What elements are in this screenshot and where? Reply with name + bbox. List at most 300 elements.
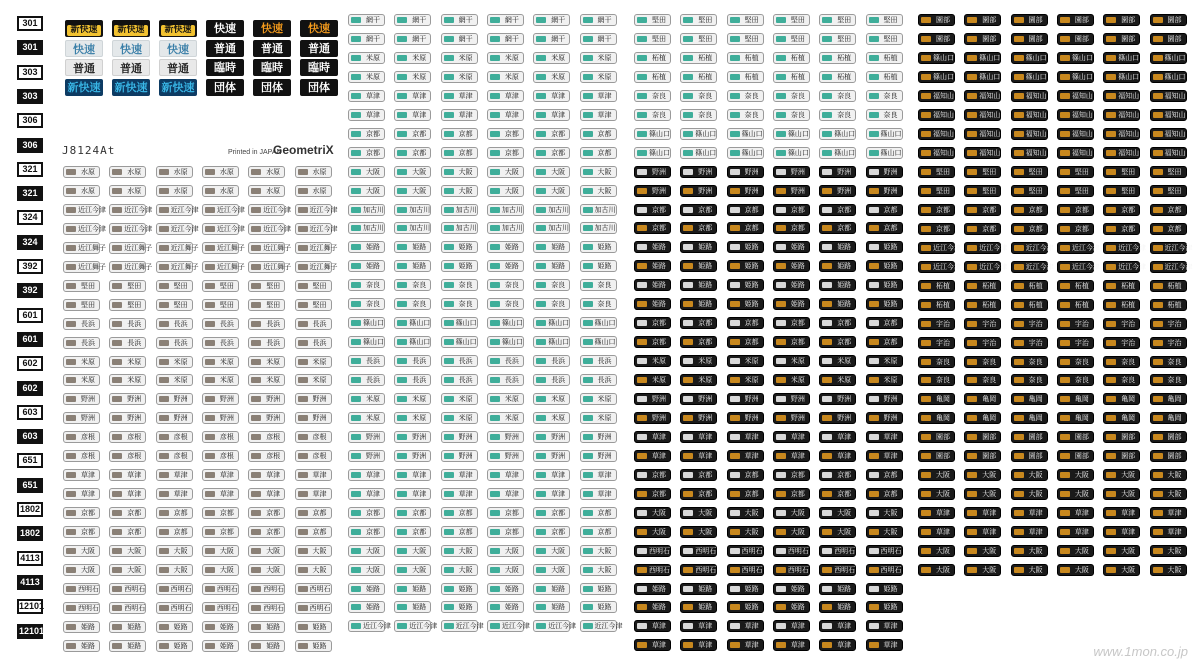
railway-logo-icon xyxy=(251,377,261,383)
destination-text: 大阪 xyxy=(936,471,950,480)
destination-plate xyxy=(248,583,285,595)
destination-plate xyxy=(773,450,810,462)
destination-plate xyxy=(819,90,856,102)
destination-text: 福知山 xyxy=(1118,110,1140,119)
railway-logo-icon xyxy=(251,283,261,289)
destination-text: 近江今津 xyxy=(78,205,106,214)
railway-logo-icon xyxy=(298,643,308,649)
railway-logo-icon xyxy=(351,207,361,213)
destination-plate xyxy=(680,128,717,140)
destination-plate xyxy=(1150,356,1187,368)
destination-plate xyxy=(680,241,717,253)
destination-plate xyxy=(63,166,100,178)
destination-text: 姫路 xyxy=(551,262,566,271)
railway-logo-icon xyxy=(730,74,740,80)
destination-text: 大阪 xyxy=(1167,547,1182,555)
railway-logo-icon xyxy=(397,55,407,61)
destination-plate xyxy=(1103,109,1140,121)
railway-logo-icon xyxy=(776,74,786,80)
railway-logo-icon xyxy=(298,434,308,440)
train-type-sign: 臨時 xyxy=(300,59,338,76)
railway-logo-icon xyxy=(251,340,261,346)
destination-plate xyxy=(1103,204,1140,216)
destination-plate xyxy=(394,298,431,310)
railway-logo-icon xyxy=(776,510,786,516)
destination-plate xyxy=(295,583,332,595)
railway-logo-icon xyxy=(730,529,740,535)
railway-logo-icon xyxy=(776,282,786,288)
railway-logo-icon xyxy=(822,434,832,440)
railway-logo-icon xyxy=(869,301,879,307)
railway-logo-icon xyxy=(205,453,215,459)
destination-plate xyxy=(487,355,524,367)
destination-text: 姫路 xyxy=(698,603,713,612)
destination-plate xyxy=(727,393,764,405)
destination-text: 水原 xyxy=(127,186,142,195)
destination-text: 大阪 xyxy=(81,547,95,555)
destination-text: 園部 xyxy=(1074,433,1089,442)
railway-logo-icon xyxy=(730,188,740,194)
railway-logo-icon xyxy=(921,472,931,478)
destination-plate xyxy=(1057,33,1094,45)
destination-plate xyxy=(819,450,856,462)
railway-logo-icon xyxy=(112,643,122,649)
destination-text: 篠山口 xyxy=(787,148,809,157)
destination-plate xyxy=(441,488,478,500)
railway-logo-icon xyxy=(1014,529,1024,535)
railway-logo-icon xyxy=(66,359,76,365)
railway-logo-icon xyxy=(1106,321,1116,327)
destination-plate xyxy=(156,488,193,500)
railway-logo-icon xyxy=(1014,283,1024,289)
railway-logo-icon xyxy=(205,188,215,194)
railway-logo-icon xyxy=(776,434,786,440)
railway-logo-icon xyxy=(397,150,407,156)
destination-text: 近江今津 xyxy=(124,224,153,233)
railway-logo-icon xyxy=(536,301,546,307)
railway-logo-icon xyxy=(1106,55,1116,61)
railway-logo-icon xyxy=(351,604,361,610)
destination-text: 園部 xyxy=(982,16,997,24)
destination-plate xyxy=(487,583,524,595)
car-number: 601 xyxy=(17,332,43,347)
destination-plate xyxy=(156,526,193,538)
destination-plate xyxy=(394,90,431,102)
destination-text: 野洲 xyxy=(698,395,713,403)
destination-text: 京都 xyxy=(698,470,713,479)
railway-logo-icon xyxy=(112,434,122,440)
railway-logo-icon xyxy=(869,567,879,573)
destination-plate xyxy=(580,620,623,632)
destination-plate xyxy=(964,469,1001,481)
railway-logo-icon xyxy=(490,604,500,610)
destination-text: 篠山口 xyxy=(1164,53,1186,62)
railway-logo-icon xyxy=(397,263,407,269)
railway-logo-icon xyxy=(921,434,931,440)
railway-logo-icon xyxy=(921,226,931,232)
destination-plate xyxy=(866,393,903,405)
destination-plate xyxy=(533,14,570,26)
railway-logo-icon xyxy=(637,17,647,23)
destination-plate xyxy=(1103,147,1140,159)
destination-plate xyxy=(156,393,193,405)
destination-text: 京都 xyxy=(744,338,759,347)
railway-logo-icon xyxy=(490,567,500,573)
destination-text: 野洲 xyxy=(597,451,612,460)
destination-plate xyxy=(580,412,617,424)
destination-plate xyxy=(819,204,856,216)
destination-text: 近江今津 xyxy=(455,622,484,631)
destination-text: 姫路 xyxy=(458,243,473,252)
railway-logo-icon xyxy=(1106,529,1116,535)
destination-plate xyxy=(773,71,810,83)
railway-logo-icon xyxy=(351,320,361,326)
destination-plate xyxy=(1103,337,1140,349)
railway-logo-icon xyxy=(637,358,647,364)
railway-logo-icon xyxy=(1153,150,1163,156)
car-number: 603 xyxy=(17,429,43,444)
railway-logo-icon xyxy=(730,586,740,592)
destination-plate xyxy=(1011,109,1048,121)
destination-text: 姫路 xyxy=(837,603,852,612)
destination-plate xyxy=(348,128,385,140)
destination-text: 京都 xyxy=(366,508,380,517)
destination-plate xyxy=(680,317,717,329)
destination-text: 園部 xyxy=(1028,16,1043,24)
destination-plate xyxy=(295,261,338,273)
destination-plate xyxy=(441,431,478,443)
destination-plate xyxy=(580,52,617,64)
destination-text: 長浜 xyxy=(504,357,519,366)
destination-plate xyxy=(348,109,385,121)
destination-plate xyxy=(295,621,332,633)
destination-text: 京都 xyxy=(597,508,612,517)
railway-logo-icon xyxy=(444,396,454,402)
destination-plate xyxy=(348,166,385,178)
destination-text: 米原 xyxy=(551,53,566,62)
destination-text: 米原 xyxy=(312,357,327,366)
railway-logo-icon xyxy=(730,225,740,231)
destination-text: 野洲 xyxy=(458,451,473,460)
destination-text: 京都 xyxy=(458,129,473,138)
railway-logo-icon xyxy=(637,434,647,440)
destination-plate xyxy=(580,128,617,140)
railway-logo-icon xyxy=(490,472,500,478)
railway-logo-icon xyxy=(251,567,261,573)
railway-logo-icon xyxy=(536,320,546,326)
railway-logo-icon xyxy=(869,548,879,554)
destination-plate xyxy=(109,374,146,386)
railway-logo-icon xyxy=(583,472,593,478)
railway-logo-icon xyxy=(1106,453,1116,459)
destination-text: 京都 xyxy=(790,489,805,498)
destination-text: 姫路 xyxy=(551,584,566,593)
destination-text: 長浜 xyxy=(219,338,234,347)
destination-text: 奈良 xyxy=(551,300,566,309)
destination-plate xyxy=(866,601,903,613)
railway-logo-icon xyxy=(1153,567,1163,573)
destination-plate xyxy=(1150,526,1187,538)
railway-logo-icon xyxy=(921,359,931,365)
destination-text: 長浜 xyxy=(219,319,234,328)
destination-text: 大阪 xyxy=(551,186,566,195)
destination-text: 姫路 xyxy=(744,262,759,271)
destination-plate xyxy=(248,621,285,633)
destination-text: 姫路 xyxy=(790,584,805,593)
railway-logo-icon xyxy=(967,377,977,383)
railway-logo-icon xyxy=(298,548,308,554)
destination-plate xyxy=(1103,318,1140,330)
railway-logo-icon xyxy=(536,225,546,231)
destination-plate xyxy=(918,109,955,121)
destination-plate xyxy=(634,317,671,329)
destination-text: 堅田 xyxy=(1121,186,1136,195)
railway-logo-icon xyxy=(683,472,693,478)
railway-logo-icon xyxy=(730,623,740,629)
destination-plate xyxy=(394,204,431,216)
destination-plate xyxy=(1103,393,1140,405)
railway-logo-icon xyxy=(298,605,308,611)
destination-plate xyxy=(866,336,903,348)
railway-logo-icon xyxy=(637,263,647,269)
destination-plate xyxy=(63,261,106,273)
destination-text: 京都 xyxy=(219,528,234,537)
railway-logo-icon xyxy=(776,358,786,364)
railway-logo-icon xyxy=(112,207,122,213)
destination-plate xyxy=(727,583,764,595)
destination-text: 園部 xyxy=(936,452,950,461)
railway-logo-icon xyxy=(869,17,879,23)
destination-text: 野洲 xyxy=(266,414,281,423)
railway-logo-icon xyxy=(159,548,169,554)
railway-logo-icon xyxy=(1106,415,1116,421)
railway-logo-icon xyxy=(1153,377,1163,383)
destination-text: 宇治 xyxy=(1028,319,1043,328)
destination-text: 西明石 xyxy=(170,584,192,593)
destination-text: 大阪 xyxy=(458,167,473,176)
destination-plate xyxy=(727,128,764,140)
railway-logo-icon xyxy=(583,320,593,326)
destination-plate xyxy=(819,109,856,121)
destination-plate xyxy=(580,564,617,576)
railway-logo-icon xyxy=(66,415,76,421)
destination-text: 園部 xyxy=(1167,433,1182,442)
destination-text: 彦根 xyxy=(127,452,142,461)
destination-text: 堅田 xyxy=(266,300,281,309)
destination-plate xyxy=(533,298,570,310)
railway-logo-icon xyxy=(776,169,786,175)
destination-plate xyxy=(680,355,717,367)
railway-logo-icon xyxy=(490,491,500,497)
destination-text: 京都 xyxy=(551,148,566,157)
destination-text: 西明石 xyxy=(78,584,99,593)
destination-text: 福知山 xyxy=(1025,129,1047,138)
destination-text: 京都 xyxy=(982,224,997,233)
destination-plate xyxy=(819,166,856,178)
destination-plate xyxy=(487,469,524,481)
destination-text: 大阪 xyxy=(504,546,519,555)
destination-text: 長浜 xyxy=(458,357,473,366)
railway-logo-icon xyxy=(159,624,169,630)
destination-plate xyxy=(727,431,764,443)
destination-plate xyxy=(773,147,810,159)
destination-plate xyxy=(394,507,431,519)
railway-logo-icon xyxy=(397,415,407,421)
railway-logo-icon xyxy=(1014,548,1024,554)
destination-plate xyxy=(1103,280,1140,292)
destination-text: 姫路 xyxy=(458,603,473,612)
destination-plate xyxy=(918,526,955,538)
railway-logo-icon xyxy=(1060,188,1070,194)
destination-text: 園部 xyxy=(1121,433,1136,442)
destination-plate xyxy=(202,621,239,633)
train-type-sign: 普通 xyxy=(300,40,338,57)
railway-logo-icon xyxy=(490,282,500,288)
destination-text: 大阪 xyxy=(551,546,566,555)
railway-logo-icon xyxy=(967,112,977,118)
railway-logo-icon xyxy=(869,434,879,440)
destination-plate xyxy=(487,336,524,348)
railway-logo-icon xyxy=(730,472,740,478)
car-number: 392 xyxy=(17,283,43,298)
railway-logo-icon xyxy=(967,36,977,42)
destination-plate xyxy=(202,356,239,368)
railway-logo-icon xyxy=(490,131,500,137)
railway-logo-icon xyxy=(298,321,308,327)
destination-text: 近江舞子 xyxy=(216,262,245,271)
railway-logo-icon xyxy=(1106,226,1116,232)
destination-text: 野洲 xyxy=(744,413,759,422)
railway-logo-icon xyxy=(397,207,407,213)
destination-plate xyxy=(109,564,146,576)
destination-plate xyxy=(295,280,332,292)
destination-text: 姫路 xyxy=(458,262,473,271)
destination-text: 奈良 xyxy=(652,91,666,100)
train-type-sign: 新快速 xyxy=(159,79,197,96)
destination-plate xyxy=(773,526,810,538)
destination-plate xyxy=(441,222,478,234)
railway-logo-icon xyxy=(1153,112,1163,118)
railway-logo-icon xyxy=(1106,74,1116,80)
destination-plate xyxy=(441,298,478,310)
destination-plate xyxy=(819,336,856,348)
railway-logo-icon xyxy=(1106,396,1116,402)
destination-plate xyxy=(441,185,478,197)
railway-logo-icon xyxy=(490,548,500,554)
railway-logo-icon xyxy=(637,491,647,497)
railway-logo-icon xyxy=(683,377,693,383)
destination-text: 奈良 xyxy=(982,357,997,366)
railway-logo-icon xyxy=(397,36,407,42)
destination-text: 姫路 xyxy=(597,262,612,271)
destination-text: 野洲 xyxy=(219,395,234,404)
railway-logo-icon xyxy=(683,358,693,364)
destination-plate xyxy=(1057,337,1094,349)
destination-plate xyxy=(109,185,146,197)
destination-plate xyxy=(1150,488,1187,500)
railway-logo-icon xyxy=(351,453,361,459)
railway-logo-icon xyxy=(967,131,977,137)
railway-logo-icon xyxy=(1106,359,1116,365)
railway-logo-icon xyxy=(1060,302,1070,308)
destination-text: 草津 xyxy=(412,470,427,479)
destination-text: 柘植 xyxy=(936,281,950,290)
destination-text: 草津 xyxy=(504,110,519,119)
destination-text: 加古川 xyxy=(455,224,477,233)
railway-logo-icon xyxy=(583,377,593,383)
destination-plate xyxy=(1057,90,1094,102)
railway-logo-icon xyxy=(776,415,786,421)
destination-text: 奈良 xyxy=(504,281,519,290)
destination-plate xyxy=(819,222,856,234)
destination-text: 草津 xyxy=(698,641,713,650)
railway-logo-icon xyxy=(822,207,832,213)
destination-text: 福知山 xyxy=(1071,129,1093,138)
railway-logo-icon xyxy=(444,36,454,42)
destination-text: 西明石 xyxy=(834,565,856,574)
railway-logo-icon xyxy=(159,169,169,175)
destination-text: 米原 xyxy=(597,53,612,62)
railway-logo-icon xyxy=(112,169,122,175)
railway-logo-icon xyxy=(112,472,122,478)
destination-text: 大阪 xyxy=(597,546,612,555)
destination-plate xyxy=(773,431,810,443)
destination-text: 京都 xyxy=(652,205,666,214)
destination-plate xyxy=(727,185,764,197)
destination-plate xyxy=(533,450,570,462)
destination-text: 加古川 xyxy=(594,205,616,214)
train-type-sign: 快速 xyxy=(206,20,244,37)
destination-plate xyxy=(295,356,332,368)
destination-text: 亀岡 xyxy=(982,414,997,423)
destination-text: 福知山 xyxy=(1025,91,1047,100)
destination-plate xyxy=(580,147,617,159)
car-number: 321 xyxy=(17,162,43,177)
destination-text: 草津 xyxy=(266,490,281,499)
railway-logo-icon xyxy=(822,169,832,175)
destination-plate xyxy=(441,52,478,64)
destination-plate xyxy=(394,355,431,367)
railway-logo-icon xyxy=(490,263,500,269)
destination-text: 西明石 xyxy=(78,603,99,612)
railway-logo-icon xyxy=(730,93,740,99)
destination-plate xyxy=(866,564,903,576)
destination-text: 柘植 xyxy=(744,53,759,62)
railway-logo-icon xyxy=(583,623,593,629)
railway-logo-icon xyxy=(776,377,786,383)
destination-plate xyxy=(866,488,903,500)
railway-logo-icon xyxy=(1060,359,1070,365)
car-number: 4113 xyxy=(17,575,43,590)
railway-logo-icon xyxy=(490,93,500,99)
railway-logo-icon xyxy=(397,472,407,478)
destination-plate xyxy=(680,298,717,310)
destination-text: 大阪 xyxy=(936,490,950,499)
destination-text: 長浜 xyxy=(412,376,427,385)
railway-logo-icon xyxy=(490,150,500,156)
destination-plate xyxy=(680,639,717,651)
destination-plate xyxy=(964,507,1001,519)
destination-text: 草津 xyxy=(790,622,805,631)
railway-logo-icon xyxy=(921,207,931,213)
railway-logo-icon xyxy=(112,340,122,346)
destination-text: 草津 xyxy=(652,622,666,631)
railway-logo-icon xyxy=(1153,529,1163,535)
destination-plate xyxy=(918,488,955,500)
railway-logo-icon xyxy=(351,396,361,402)
destination-plate xyxy=(964,545,1001,557)
destination-plate xyxy=(394,71,431,83)
